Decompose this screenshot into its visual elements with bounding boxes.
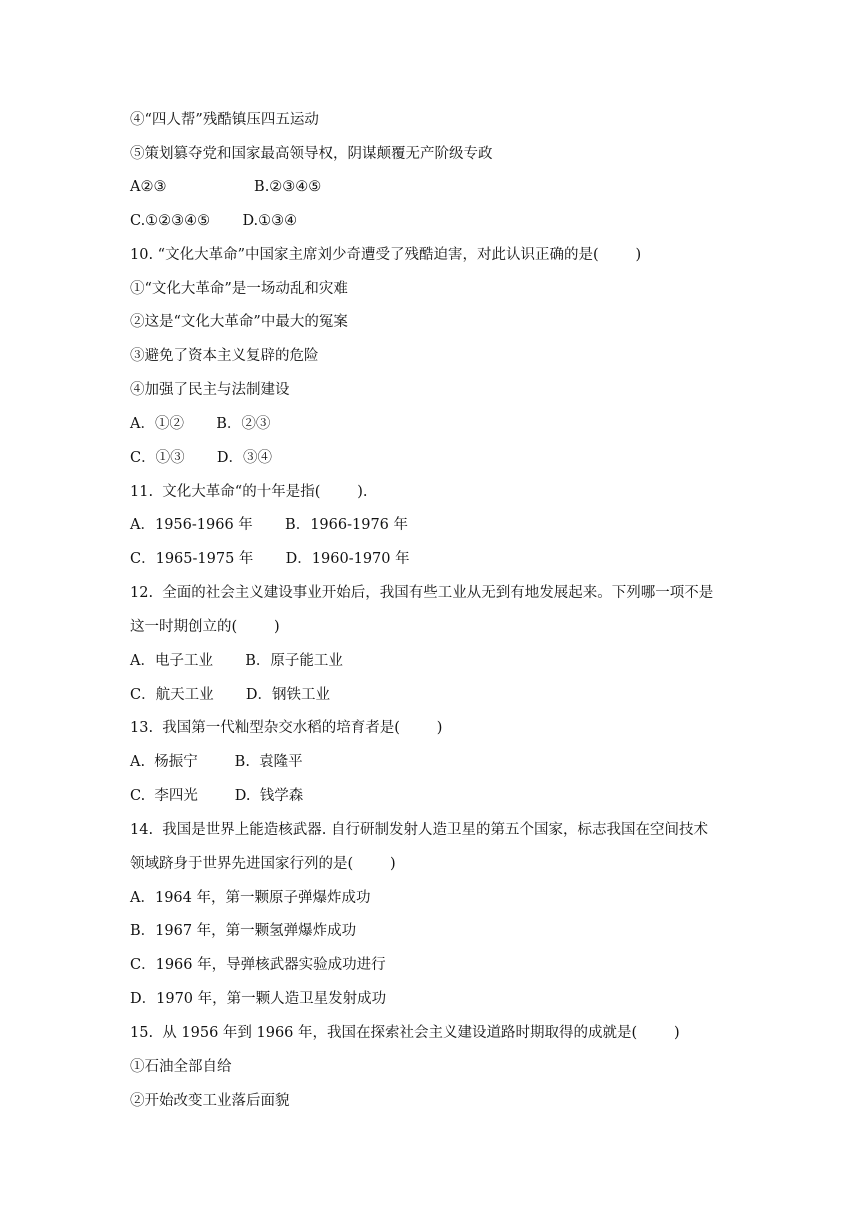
answer-choices-q13-row2: C. 李四光 D. 钱学森 — [130, 788, 304, 804]
answer-choices-q11-row1: A．1956-1966 年 B．1966-1976 年 — [130, 517, 409, 533]
answer-choices-q12-row1: A．电子工业 B．原子能工业 — [130, 653, 343, 669]
q15-statement-1: ①石油全部自给 — [130, 1059, 232, 1075]
answer-choices-q12-row2: C．航天工业 D．钢铁工业 — [130, 687, 330, 703]
q15-statement-2: ②开始改变工业落后面貌 — [130, 1093, 290, 1109]
answer-choices-q9-row2: C.①②③④⑤ D.①③④ — [130, 213, 298, 229]
text-line-option-5: ⑤策划篡夺党和国家最高领导权，阴谋颠覆无产阶级专政 — [130, 146, 493, 162]
question-11: 11. 文化大革命“的十年是指( ). — [130, 484, 368, 500]
q10-statement-2: ②这是“文化大革命”中最大的冤案 — [130, 314, 348, 330]
question-12-line1: 12. 全面的社会主义建设事业开始后，我国有些工业从无到有地发展起来。下列哪一项不是 — [130, 585, 714, 601]
question-14-line2: 领域跻身于世界先进国家行列的是( ) — [130, 856, 396, 872]
q14-option-d: D．1970 年，第一颗人造卫星发射成功 — [130, 991, 387, 1007]
answer-choices-q11-row2: C．1965-1975 年 D．1960-1970 年 — [130, 551, 410, 567]
answer-choices-q13-row1: A. 杨振宁 B. 袁隆平 — [130, 754, 303, 770]
text-line-option-4: ④“四人帮”残酷镇压四五运动 — [130, 112, 319, 128]
answer-choices-q10-row2: C．①③ D．③④ — [130, 450, 272, 466]
q10-statement-3: ③避免了资本主义复辟的危险 — [130, 348, 319, 364]
question-12-line2: 这一时期创立的( ) — [130, 619, 280, 635]
answer-choices-q9-row1: A②③ B.②③④⑤ — [130, 179, 322, 195]
answer-choices-q10-row1: A．①② B．②③ — [130, 416, 271, 432]
q14-option-c: C．1966 年，导弹核武器实验成功进行 — [130, 957, 386, 973]
question-13: 13. 我国第一代籼型杂交水稻的培育者是( ) — [130, 720, 443, 736]
q10-statement-4: ④加强了民主与法制建设 — [130, 382, 290, 398]
question-10: 10. “文化大革命”中国家主席刘少奇遭受了残酷迫害，对此认识正确的是( ) — [130, 247, 642, 263]
question-15: 15. 从 1956 年到 1966 年，我国在探索社会主义建设道路时期取得的成就是( ) — [130, 1025, 680, 1041]
q10-statement-1: ①“文化大革命”是一场动乱和灾难 — [130, 281, 348, 297]
question-14-line1: 14. 我国是世界上能造核武器. 自行研制发射人造卫星的第五个国家，标志我国在空间技术 — [130, 822, 708, 838]
q14-option-b: B．1967 年，第一颗氢弹爆炸成功 — [130, 923, 357, 939]
q14-option-a: A．1964 年，第一颗原子弹爆炸成功 — [130, 890, 371, 906]
